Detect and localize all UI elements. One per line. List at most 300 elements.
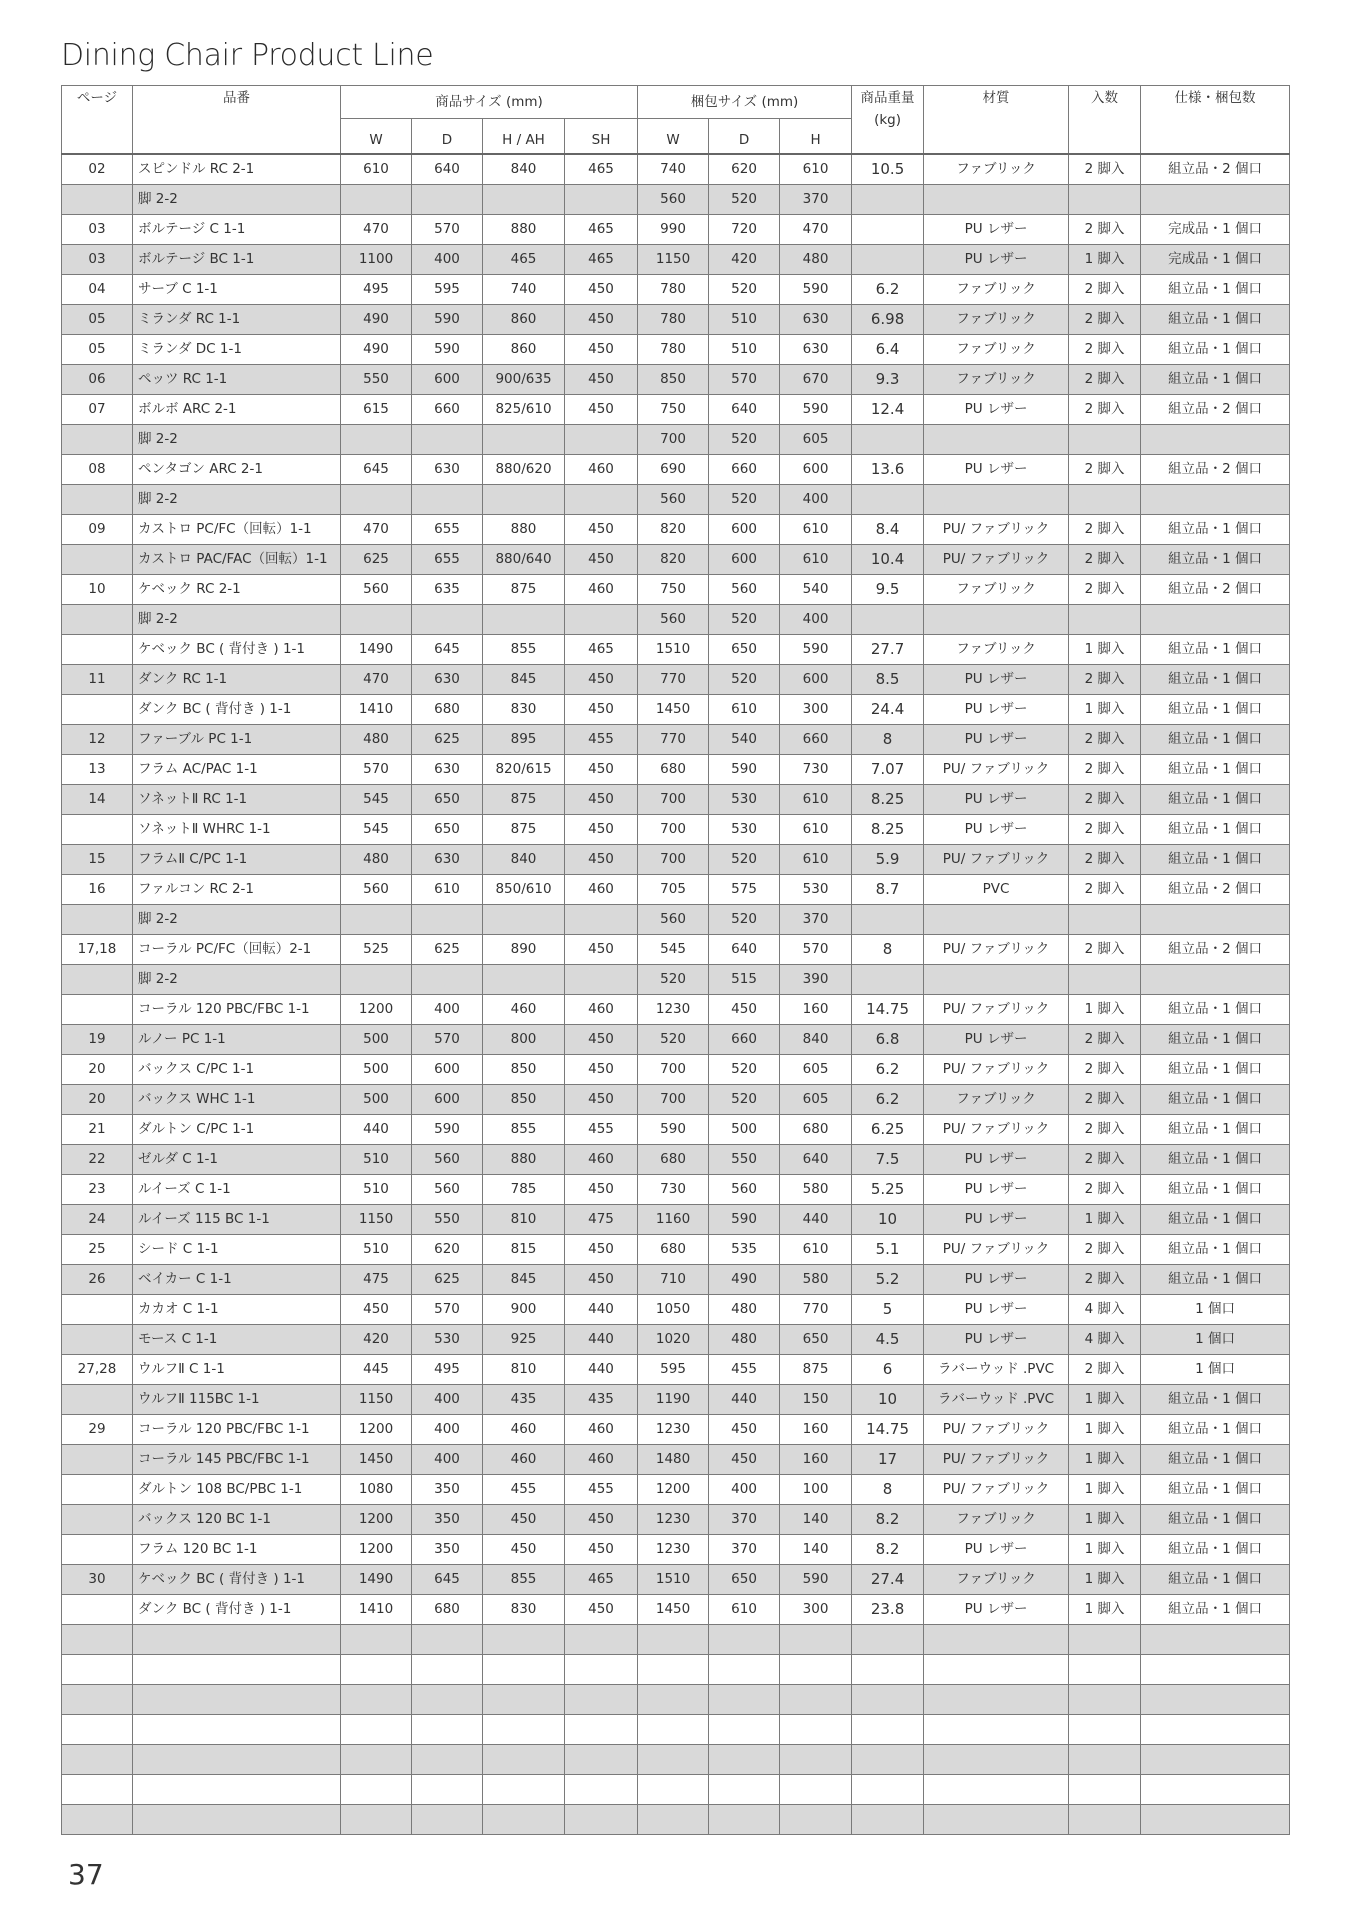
cell-spec: 組立品・1 個口: [1141, 695, 1290, 725]
cell-pack-h: 470: [780, 215, 852, 245]
cell-product: ボルテージ C 1-1: [133, 215, 341, 245]
cell-weight: 8.5: [852, 665, 924, 695]
cell-size-h: 465: [483, 245, 565, 275]
header-package-size: 梱包サイズ (mm): [638, 86, 852, 119]
cell-size-d: 625: [412, 1265, 483, 1295]
cell-qty: [1069, 1715, 1141, 1745]
cell-pack-w: [638, 1655, 709, 1685]
cell-qty: 2 脚入: [1069, 725, 1141, 755]
cell-spec: [1141, 605, 1290, 635]
cell-pack-w: 1510: [638, 1565, 709, 1595]
cell-pack-d: 610: [709, 1595, 780, 1625]
header-product-d: D: [412, 119, 483, 155]
cell-page: 29: [62, 1415, 133, 1445]
cell-size-h: 895: [483, 725, 565, 755]
cell-weight: 6.2: [852, 275, 924, 305]
cell-pack-w: 770: [638, 725, 709, 755]
cell-product: ルノー PC 1-1: [133, 1025, 341, 1055]
cell-size-h: 810: [483, 1205, 565, 1235]
cell-spec: 組立品・1 個口: [1141, 275, 1290, 305]
table-row: [62, 1775, 1290, 1805]
cell-size-sh: 460: [565, 1445, 638, 1475]
cell-pack-d: 640: [709, 395, 780, 425]
cell-spec: 組立品・1 個口: [1141, 365, 1290, 395]
cell-size-d: 560: [412, 1175, 483, 1205]
cell-qty: [1069, 485, 1141, 515]
cell-size-w: 510: [341, 1235, 412, 1265]
cell-spec: 組立品・1 個口: [1141, 1175, 1290, 1205]
cell-pack-d: 520: [709, 1055, 780, 1085]
cell-pack-h: 570: [780, 935, 852, 965]
cell-pack-h: 160: [780, 1415, 852, 1445]
cell-material: ファブリック: [924, 365, 1069, 395]
cell-page: 23: [62, 1175, 133, 1205]
cell-size-sh: 450: [565, 1235, 638, 1265]
header-material: 材質: [924, 86, 1069, 155]
cell-weight: 27.4: [852, 1565, 924, 1595]
cell-pack-w: 560: [638, 485, 709, 515]
cell-size-w: 470: [341, 215, 412, 245]
cell-weight: 8.7: [852, 875, 924, 905]
cell-product: ボルテージ BC 1-1: [133, 245, 341, 275]
cell-qty: 1 脚入: [1069, 1445, 1141, 1475]
cell-weight: [852, 1715, 924, 1745]
cell-material: ファブリック: [924, 1565, 1069, 1595]
cell-pack-d: 440: [709, 1385, 780, 1415]
cell-pack-d: [709, 1685, 780, 1715]
cell-qty: [1069, 605, 1141, 635]
cell-pack-w: 1200: [638, 1475, 709, 1505]
cell-page: 17,18: [62, 935, 133, 965]
cell-size-h: [483, 965, 565, 995]
cell-pack-w: 750: [638, 395, 709, 425]
cell-qty: [1069, 1775, 1141, 1805]
cell-pack-h: 640: [780, 1145, 852, 1175]
cell-qty: 1 脚入: [1069, 995, 1141, 1025]
cell-product: ミランダ DC 1-1: [133, 335, 341, 365]
cell-size-d: [412, 905, 483, 935]
table-row: [62, 1685, 1290, 1715]
cell-pack-w: 700: [638, 815, 709, 845]
cell-page: 30: [62, 1565, 133, 1595]
table-row: [62, 1175, 1290, 1205]
cell-spec: 組立品・1 個口: [1141, 1055, 1290, 1085]
cell-size-w: 560: [341, 575, 412, 605]
cell-size-d: 350: [412, 1535, 483, 1565]
cell-material: PU レザー: [924, 455, 1069, 485]
cell-size-h: 785: [483, 1175, 565, 1205]
cell-page: [62, 1625, 133, 1655]
cell-pack-h: 480: [780, 245, 852, 275]
cell-size-sh: 455: [565, 725, 638, 755]
table-row: [62, 275, 1290, 305]
cell-page: [62, 1535, 133, 1565]
page-number: 37: [68, 1858, 104, 1891]
cell-size-w: [341, 1655, 412, 1685]
cell-product: ダンク BC ( 背付き ) 1-1: [133, 695, 341, 725]
cell-pack-d: 520: [709, 275, 780, 305]
header-package-w: W: [638, 119, 709, 155]
cell-size-sh: [565, 425, 638, 455]
cell-size-w: [341, 1715, 412, 1745]
cell-size-h: [483, 1625, 565, 1655]
cell-page: 15: [62, 845, 133, 875]
cell-spec: [1141, 1805, 1290, 1835]
cell-size-d: 400: [412, 1415, 483, 1445]
table-row: [62, 875, 1290, 905]
cell-pack-d: 550: [709, 1145, 780, 1175]
cell-pack-w: 560: [638, 905, 709, 935]
cell-size-d: 590: [412, 305, 483, 335]
table-row: [62, 485, 1290, 515]
cell-size-h: [483, 1805, 565, 1835]
cell-pack-h: 390: [780, 965, 852, 995]
cell-pack-h: 680: [780, 1115, 852, 1145]
cell-pack-w: 820: [638, 545, 709, 575]
cell-page: [62, 1805, 133, 1835]
cell-pack-w: [638, 1775, 709, 1805]
cell-pack-d: 660: [709, 455, 780, 485]
cell-size-w: 625: [341, 545, 412, 575]
table-row: [62, 1205, 1290, 1235]
cell-size-w: 545: [341, 815, 412, 845]
cell-weight: 14.75: [852, 995, 924, 1025]
cell-spec: 組立品・1 個口: [1141, 545, 1290, 575]
cell-page: 10: [62, 575, 133, 605]
cell-pack-h: 600: [780, 665, 852, 695]
cell-pack-h: 530: [780, 875, 852, 905]
cell-material: ラバーウッド .PVC: [924, 1385, 1069, 1415]
cell-pack-d: 500: [709, 1115, 780, 1145]
cell-size-h: 450: [483, 1535, 565, 1565]
cell-pack-h: 140: [780, 1505, 852, 1535]
cell-size-sh: [565, 965, 638, 995]
cell-material: PVC: [924, 875, 1069, 905]
cell-pack-d: 450: [709, 1415, 780, 1445]
cell-pack-h: [780, 1805, 852, 1835]
cell-pack-h: 605: [780, 425, 852, 455]
cell-weight: 8.2: [852, 1505, 924, 1535]
cell-size-w: 1490: [341, 1565, 412, 1595]
cell-spec: 組立品・2 個口: [1141, 395, 1290, 425]
cell-size-w: [341, 905, 412, 935]
cell-product: ダルトン 108 BC/PBC 1-1: [133, 1475, 341, 1505]
cell-pack-d: 490: [709, 1265, 780, 1295]
cell-weight: 8: [852, 725, 924, 755]
cell-material: ファブリック: [924, 305, 1069, 335]
cell-weight: 6: [852, 1355, 924, 1385]
cell-pack-d: 575: [709, 875, 780, 905]
cell-pack-d: 480: [709, 1295, 780, 1325]
cell-material: [924, 1745, 1069, 1775]
cell-pack-h: 140: [780, 1535, 852, 1565]
cell-product: ウルフⅡ C 1-1: [133, 1355, 341, 1385]
table-row: [62, 695, 1290, 725]
cell-pack-w: 780: [638, 335, 709, 365]
cell-pack-d: 420: [709, 245, 780, 275]
cell-size-sh: 465: [565, 635, 638, 665]
cell-material: PU レザー: [924, 695, 1069, 725]
cell-size-h: 900: [483, 1295, 565, 1325]
cell-pack-w: 730: [638, 1175, 709, 1205]
cell-pack-d: 640: [709, 935, 780, 965]
table-row: [62, 605, 1290, 635]
cell-size-sh: [565, 1805, 638, 1835]
cell-spec: 1 個口: [1141, 1325, 1290, 1355]
cell-size-d: 655: [412, 545, 483, 575]
cell-pack-w: 1020: [638, 1325, 709, 1355]
cell-size-w: [341, 1805, 412, 1835]
cell-size-d: 590: [412, 1115, 483, 1145]
cell-page: 11: [62, 665, 133, 695]
cell-pack-w: 700: [638, 1085, 709, 1115]
cell-spec: 組立品・1 個口: [1141, 1085, 1290, 1115]
cell-pack-d: 520: [709, 905, 780, 935]
cell-spec: 組立品・1 個口: [1141, 1595, 1290, 1625]
cell-product: バックス 120 BC 1-1: [133, 1505, 341, 1535]
cell-size-w: 510: [341, 1145, 412, 1175]
cell-pack-h: 660: [780, 725, 852, 755]
cell-product: ファーブル PC 1-1: [133, 725, 341, 755]
cell-size-h: 880: [483, 515, 565, 545]
cell-pack-h: 590: [780, 1565, 852, 1595]
cell-size-h: 845: [483, 665, 565, 695]
cell-pack-d: 600: [709, 515, 780, 545]
cell-size-w: 1200: [341, 995, 412, 1025]
cell-qty: 1 脚入: [1069, 635, 1141, 665]
cell-material: PU レザー: [924, 1325, 1069, 1355]
cell-size-sh: 465: [565, 245, 638, 275]
cell-product: 脚 2-2: [133, 905, 341, 935]
cell-weight: 9.5: [852, 575, 924, 605]
cell-size-d: [412, 1745, 483, 1775]
header-product-w: W: [341, 119, 412, 155]
cell-weight: [852, 905, 924, 935]
cell-material: PU レザー: [924, 1025, 1069, 1055]
cell-product: フラム AC/PAC 1-1: [133, 755, 341, 785]
cell-qty: [1069, 425, 1141, 455]
cell-pack-w: 750: [638, 575, 709, 605]
cell-weight: 8.2: [852, 1535, 924, 1565]
cell-product: ペッツ RC 1-1: [133, 365, 341, 395]
cell-pack-w: [638, 1625, 709, 1655]
cell-page: [62, 815, 133, 845]
cell-pack-h: [780, 1745, 852, 1775]
cell-size-sh: 450: [565, 1505, 638, 1535]
table-row: [62, 1025, 1290, 1055]
cell-material: PU レザー: [924, 1295, 1069, 1325]
table-row: [62, 935, 1290, 965]
cell-size-w: 645: [341, 455, 412, 485]
cell-spec: 組立品・1 個口: [1141, 1205, 1290, 1235]
cell-pack-w: 520: [638, 965, 709, 995]
cell-size-h: [483, 905, 565, 935]
cell-pack-h: 670: [780, 365, 852, 395]
cell-page: 20: [62, 1055, 133, 1085]
cell-size-d: 495: [412, 1355, 483, 1385]
cell-product: ケベック RC 2-1: [133, 575, 341, 605]
cell-pack-d: [709, 1745, 780, 1775]
cell-size-w: 525: [341, 935, 412, 965]
cell-size-h: 850: [483, 1085, 565, 1115]
cell-page: 16: [62, 875, 133, 905]
cell-weight: 5.9: [852, 845, 924, 875]
cell-pack-h: [780, 1685, 852, 1715]
cell-size-sh: 465: [565, 1565, 638, 1595]
cell-size-w: [341, 965, 412, 995]
cell-page: 21: [62, 1115, 133, 1145]
cell-qty: [1069, 1745, 1141, 1775]
cell-pack-d: 650: [709, 1565, 780, 1595]
cell-size-h: [483, 425, 565, 455]
cell-weight: [852, 485, 924, 515]
cell-material: PU レザー: [924, 245, 1069, 275]
cell-product: 脚 2-2: [133, 485, 341, 515]
cell-pack-w: 680: [638, 1235, 709, 1265]
cell-pack-d: 530: [709, 785, 780, 815]
cell-material: PU レザー: [924, 785, 1069, 815]
cell-material: ファブリック: [924, 1505, 1069, 1535]
cell-spec: 組立品・1 個口: [1141, 1475, 1290, 1505]
cell-weight: 14.75: [852, 1415, 924, 1445]
cell-pack-w: [638, 1805, 709, 1835]
cell-size-h: [483, 605, 565, 635]
cell-size-d: 590: [412, 335, 483, 365]
cell-material: PU レザー: [924, 1205, 1069, 1235]
cell-page: 03: [62, 215, 133, 245]
cell-size-d: 630: [412, 665, 483, 695]
cell-weight: 10: [852, 1205, 924, 1235]
cell-size-sh: [565, 1715, 638, 1745]
cell-size-w: 610: [341, 154, 412, 185]
cell-page: 03: [62, 245, 133, 275]
cell-weight: 7.5: [852, 1145, 924, 1175]
cell-size-sh: 440: [565, 1295, 638, 1325]
cell-pack-d: 535: [709, 1235, 780, 1265]
cell-weight: 5.25: [852, 1175, 924, 1205]
cell-size-w: 480: [341, 845, 412, 875]
cell-pack-d: 520: [709, 485, 780, 515]
cell-pack-d: 560: [709, 1175, 780, 1205]
cell-size-h: 800: [483, 1025, 565, 1055]
cell-weight: 10.5: [852, 154, 924, 185]
cell-size-h: [483, 485, 565, 515]
header-product-h: H / AH: [483, 119, 565, 155]
cell-material: PU レザー: [924, 1145, 1069, 1175]
header-spec: 仕様・梱包数: [1141, 86, 1290, 155]
cell-product: コーラル 120 PBC/FBC 1-1: [133, 1415, 341, 1445]
cell-pack-d: [709, 1625, 780, 1655]
cell-pack-h: 840: [780, 1025, 852, 1055]
cell-page: [62, 485, 133, 515]
cell-size-d: 650: [412, 815, 483, 845]
cell-size-sh: 460: [565, 995, 638, 1025]
cell-material: ファブリック: [924, 635, 1069, 665]
cell-spec: [1141, 485, 1290, 515]
cell-size-w: [341, 185, 412, 215]
cell-size-h: 850: [483, 1055, 565, 1085]
header-package-h: H: [780, 119, 852, 155]
cell-qty: 2 脚入: [1069, 545, 1141, 575]
cell-qty: 2 脚入: [1069, 1055, 1141, 1085]
cell-size-w: 500: [341, 1085, 412, 1115]
table-row: [62, 1295, 1290, 1325]
table-row: [62, 575, 1290, 605]
header-product-size: 商品サイズ (mm): [341, 86, 638, 119]
cell-size-h: 740: [483, 275, 565, 305]
cell-size-sh: 460: [565, 1145, 638, 1175]
cell-qty: 2 脚入: [1069, 935, 1141, 965]
cell-size-sh: 450: [565, 305, 638, 335]
cell-material: ファブリック: [924, 575, 1069, 605]
cell-pack-w: 1150: [638, 245, 709, 275]
header-page: ページ: [62, 86, 133, 155]
cell-size-w: 1080: [341, 1475, 412, 1505]
cell-pack-h: 610: [780, 785, 852, 815]
cell-material: PU/ ファブリック: [924, 935, 1069, 965]
cell-qty: 2 脚入: [1069, 845, 1141, 875]
cell-size-h: 880: [483, 1145, 565, 1175]
cell-material: PU/ ファブリック: [924, 755, 1069, 785]
table-row: [62, 1115, 1290, 1145]
cell-material: PU レザー: [924, 725, 1069, 755]
cell-product: ベイカー C 1-1: [133, 1265, 341, 1295]
cell-page: 27,28: [62, 1355, 133, 1385]
cell-material: PU/ ファブリック: [924, 1055, 1069, 1085]
cell-weight: 10.4: [852, 545, 924, 575]
cell-pack-h: 630: [780, 335, 852, 365]
cell-weight: 7.07: [852, 755, 924, 785]
cell-pack-w: 710: [638, 1265, 709, 1295]
cell-size-h: 860: [483, 305, 565, 335]
cell-size-h: 820/615: [483, 755, 565, 785]
cell-pack-w: 700: [638, 845, 709, 875]
header-qty: 入数: [1069, 86, 1141, 155]
cell-size-h: 830: [483, 695, 565, 725]
cell-size-d: [412, 1805, 483, 1835]
cell-pack-h: 150: [780, 1385, 852, 1415]
cell-size-w: 545: [341, 785, 412, 815]
cell-spec: [1141, 965, 1290, 995]
cell-page: 24: [62, 1205, 133, 1235]
cell-weight: [852, 1805, 924, 1835]
cell-spec: 組立品・1 個口: [1141, 1145, 1290, 1175]
cell-spec: [1141, 1655, 1290, 1685]
cell-pack-h: 160: [780, 1445, 852, 1475]
cell-product: [133, 1805, 341, 1835]
cell-product: ダンク RC 1-1: [133, 665, 341, 695]
cell-pack-w: 560: [638, 605, 709, 635]
cell-pack-d: 610: [709, 695, 780, 725]
table-row: [62, 785, 1290, 815]
cell-weight: 24.4: [852, 695, 924, 725]
cell-pack-d: 515: [709, 965, 780, 995]
cell-qty: 1 脚入: [1069, 1565, 1141, 1595]
cell-product: バックス C/PC 1-1: [133, 1055, 341, 1085]
cell-size-d: 655: [412, 515, 483, 545]
cell-size-d: 600: [412, 365, 483, 395]
cell-size-w: 490: [341, 335, 412, 365]
cell-page: [62, 185, 133, 215]
cell-pack-h: 370: [780, 905, 852, 935]
cell-weight: 6.98: [852, 305, 924, 335]
cell-size-w: 510: [341, 1175, 412, 1205]
cell-pack-d: 620: [709, 154, 780, 185]
cell-material: PU レザー: [924, 1265, 1069, 1295]
cell-page: 02: [62, 154, 133, 185]
cell-size-w: 495: [341, 275, 412, 305]
cell-product: 脚 2-2: [133, 185, 341, 215]
